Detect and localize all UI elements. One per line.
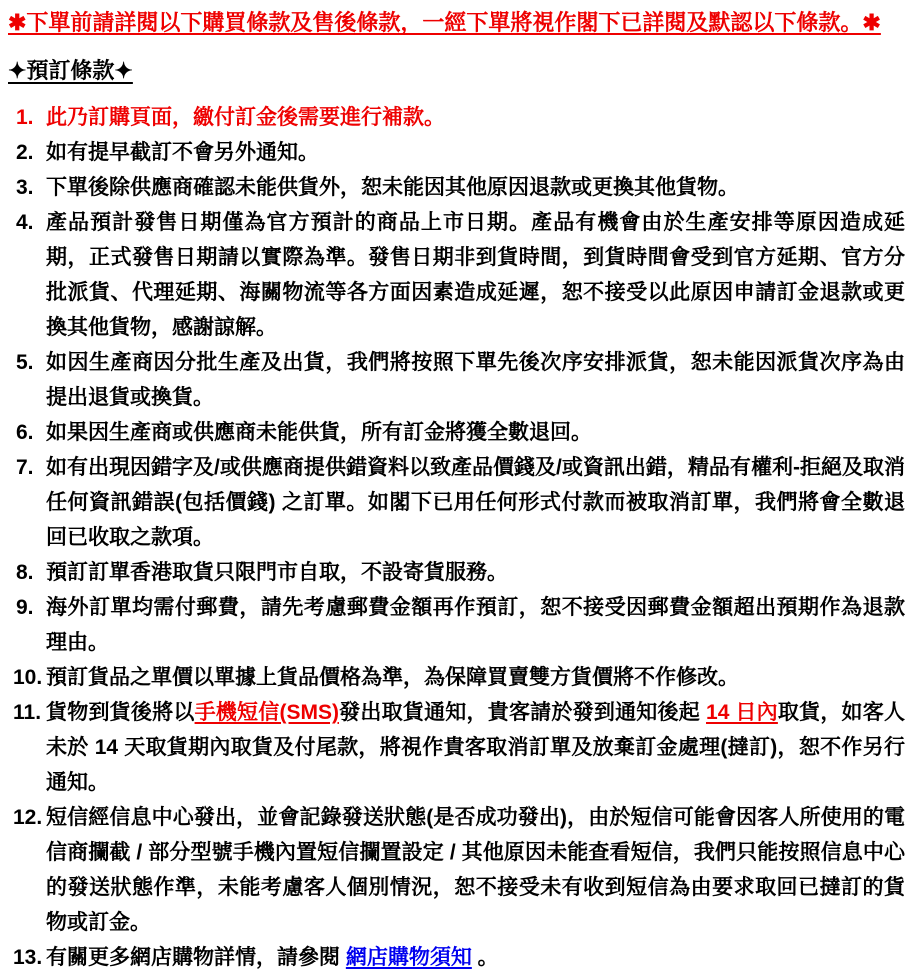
term-text: 如果因生產商或供應商未能供貨，所有訂金將獲全數退回。 — [46, 421, 592, 444]
term-text: 。 — [471, 946, 499, 969]
term-text: 預訂訂單香港取貨只限門市自取，不設寄貨服務。 — [46, 561, 508, 584]
term-text: 下單後除供應商確認未能供貨外，恕未能因其他原因退款或更換其他貨物。 — [46, 176, 739, 199]
term-number: 7. — [16, 456, 34, 479]
term-item-1 — [8, 100, 905, 135]
term-text: 此乃訂購頁面，繳付訂金後需要進行補款。 — [46, 106, 445, 129]
term-item-7 — [8, 450, 905, 555]
term-number: 9. — [16, 596, 34, 619]
term-item-10 — [8, 660, 905, 695]
term-item-13 — [8, 940, 905, 975]
term-text: 有關更多網店購物詳情，請參閱 — [46, 946, 346, 969]
term-item-12 — [8, 800, 905, 940]
term-text: 貨物到貨後將以 — [46, 701, 195, 724]
term-number: 3. — [16, 176, 34, 199]
term-item-2 — [8, 135, 905, 170]
term-number: 13. — [13, 946, 43, 969]
pre-order-notice-banner: ✱下單前請詳閱以下購買條款及售後條款，一經下單將視作閣下已詳閱及默認以下條款。✱ — [8, 10, 881, 35]
term-number: 12. — [13, 806, 43, 829]
term-number: 5. — [16, 351, 34, 374]
term-text: 如有出現因錯字及/或供應商提供錯資料以致產品價錢及/或資訊出錯，精品有權利-拒絕及取消任何資訊錯誤(包括價錢) 之訂單。如閣下已用任何形式付款而被取消訂單，我們將會全數退回已收取之款項。 — [46, 456, 905, 549]
term-number: 1. — [16, 106, 34, 129]
term-text: 取貨，如客人未於 14 天取貨期內取貨及付尾款，將視作貴客取消訂單及放棄訂金處理(撻訂)，恕不作另行通知。 — [46, 701, 906, 794]
term-text: 海外訂單均需付郵費，請先考慮郵費金額再作預訂，恕不接受因郵費金額超出預期作為退款理由。 — [46, 596, 905, 654]
term-item-6 — [8, 415, 905, 450]
term-text: 如有提早截訂不會另外通知。 — [46, 141, 319, 164]
pickup-deadline-highlight: 14 日內 — [706, 701, 778, 724]
term-number: 8. — [16, 561, 34, 584]
term-number: 10. — [13, 666, 43, 689]
term-item-4 — [8, 205, 905, 345]
term-item-5 — [8, 345, 905, 415]
term-item-8 — [8, 555, 905, 590]
term-number: 4. — [16, 211, 34, 234]
section-heading-row — [8, 54, 905, 88]
term-item-9 — [8, 590, 905, 660]
term-text: 預訂貨品之單價以單據上貨品價格為準，為保障買賣雙方貨價將不作修改。 — [46, 666, 739, 689]
term-text: 發出取貨通知，貴客請於發到通知後起 — [338, 701, 707, 724]
sms-highlight: 手機短信(SMS) — [194, 701, 339, 724]
term-item-11 — [8, 695, 905, 800]
term-text: 短信經信息中心發出，並會記錄發送狀態(是否成功發出)，由於短信可能會因客人所使用的電信商攔截 / 部分型號手機內置短信攔置設定 / 其他原因未能查看短信，我們只能按照信息中心的發送狀態作準，未能考慮客人個別情況，恕不接受未有收到短信為由要求取回已撻訂的貨物或訂金。 — [46, 806, 905, 934]
term-number: 2. — [16, 141, 34, 164]
term-item-3 — [8, 170, 905, 205]
terms-list — [8, 100, 905, 975]
term-text: 如因生產商因分批生產及出貨，我們將按照下單先後次序安排派貨，恕未能因派貨次序為由提出退貨或換貨。 — [46, 351, 905, 409]
term-number: 6. — [16, 421, 34, 444]
shop-guide-link[interactable]: 網店購物須知 — [345, 946, 472, 969]
term-text: 產品預計發售日期僅為官方預計的商品上市日期。產品有機會由於生產安排等原因造成延期，正式發售日期請以實際為準。發售日期非到貨時間，到貨時間會受到官方延期、官方分批派貨、代理延期、海關物流等各方面因素造成延遲，恕不接受以此原因申請訂金退款或更換其他貨物，感謝諒解。 — [46, 211, 905, 339]
term-number: 11. — [13, 701, 42, 724]
section-heading-preorder-terms: ✦預訂條款✦ — [8, 58, 133, 83]
